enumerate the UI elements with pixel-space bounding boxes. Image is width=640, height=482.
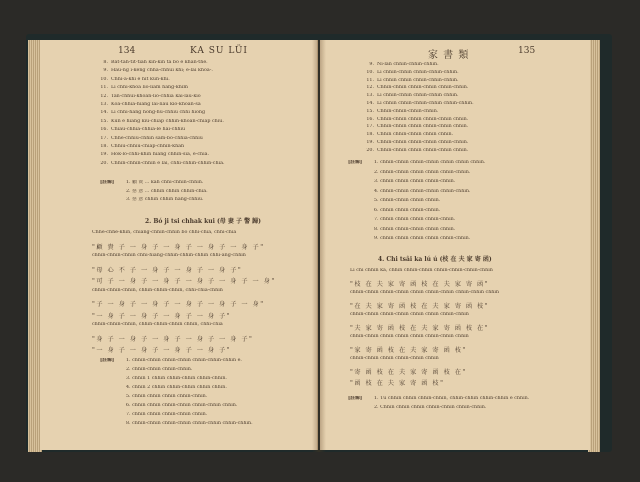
item-text: Lí chhin-chhin chhin-chhin-chhin. [377, 69, 459, 75]
note-line: 5. chhin chhin chhin chhin-chhin. [126, 394, 208, 399]
note-line: 1. chhin-chhin chhin-chhin chhin chhin chhin. [374, 160, 486, 165]
item-number: 18. [100, 144, 108, 149]
note-line: 1. 顧 貴 ... kah chhi-chhin-chhin. [126, 180, 204, 185]
item-text: Kun ê hiang kiû-chiap chhin-khoan-chiap chiù. [111, 118, 224, 124]
item-text: Chhin-chhin chhin chhin-chhin chhin. [377, 124, 469, 130]
body-line: "子 一 身 子 一 身 子 一 身 子 一 身 子 一 身" [92, 301, 265, 308]
list-item [98, 152, 209, 157]
list-item [364, 62, 439, 67]
item-text: Chhin-chhin-chhin-chhin. [377, 108, 439, 114]
body-line: "母 心 不 子 一 身 子 一 身 子 一 身 子" [92, 266, 243, 274]
body-line: "枝 在 夫 家 寄 函 枝 在 夫 家 寄 函" [350, 281, 490, 288]
list-item [98, 110, 205, 115]
note-line: 1. chhin-chhin chhin-chhin chhin-chhin-chhin ê. [126, 358, 242, 363]
list-item [98, 102, 201, 107]
body-line: chhin-chhin chhin-chhin chhin chhin-chhin chhin-chhin chhin [350, 290, 499, 295]
notes-tag: [註解] [100, 180, 115, 185]
item-number: 16. [366, 116, 374, 122]
list-item [364, 132, 453, 137]
item-number: 9. [369, 62, 374, 67]
list-item [98, 77, 170, 82]
note-line: 6. chhin chhin chhin-chhin chhin-chhin chhin. [126, 403, 238, 408]
body-line: "夫 家 寄 函 枝 在 夫 家 寄 函 枝 在" [350, 325, 490, 332]
body-line: Lí chi chhin ka, chhin chhin-chhin chhin-chhin-chhin-chhin [350, 268, 493, 273]
item-number: 15. [366, 108, 374, 114]
note-line: 4. chhin-chhin chhin-chhin chhin-chhin. [374, 188, 471, 194]
item-number: 20. [366, 147, 374, 153]
body-line: chhin-chhin chhin chhin chhin chhin-chhin chhin [350, 334, 469, 339]
note-line: 3. 慈 意 chhin chhin hang-chhiu. [126, 197, 204, 202]
item-text: Tan-chhui-khoan-lio-chhia kái-lâu-kiò [111, 93, 201, 99]
section-title: 2. Bó ji tsi chhak kui (母 妻 子 警 歸) [145, 218, 262, 225]
item-text: Hâu-n̄g í-keng chhá-chhui khì; ê-lâi khòa-. [111, 68, 213, 74]
body-line: Chhe-chhe-khin, chiang-chhin-chhin bô chhi-chiá, chhi-chiá [92, 230, 237, 235]
list-item [98, 144, 184, 149]
body-line: "顧 貴 子 一 身 子 一 身 子 一 身 子 一 身 子" [92, 243, 265, 251]
list-item [364, 93, 459, 98]
item-text: Lí chhin chhin-chhin-chhin chhin-chhin. [377, 101, 474, 106]
item-text: Chhiú-chhiu-chiap-chhin-khah [111, 144, 185, 149]
item-text: Chiau-chhia-chhia-lé hâi-chhiú [111, 127, 186, 133]
item-text: Lí chhì-khòa lio-liám hang-khìm [111, 85, 188, 91]
note-line: 3. chhin 1 chhin chhin-chhin chhin-chhin. [126, 376, 227, 381]
body-line: chhin-chhin chhin chhin-chhin chhin [350, 356, 439, 361]
item-number: 17. [100, 135, 108, 141]
item-number: 8. [103, 60, 108, 65]
item-number: 13. [100, 102, 108, 107]
list-item [98, 119, 224, 124]
body-line: "一 身 子 一 身 子 一 身 子 一 身 子" [92, 347, 232, 354]
item-number: 20. [100, 160, 108, 166]
list-item [364, 85, 468, 90]
list-item [364, 101, 474, 106]
item-number: 13. [366, 93, 374, 99]
list-item [364, 78, 459, 83]
item-number: 10. [100, 76, 108, 82]
item-number: 12. [100, 93, 108, 99]
list-item [98, 127, 185, 132]
note-line: 2. 慈 意 ... chhin chhin chhin-chiá. [126, 188, 208, 194]
list-item [364, 124, 468, 129]
list-item [364, 117, 468, 122]
item-number: 11. [100, 85, 108, 91]
note-line: 8. chhin chhin-chhin chhin chhin. [374, 226, 456, 232]
body-line: "在 夫 家 寄 函 枝 在 夫 家 寄 函 枝" [350, 303, 490, 310]
item-number: 17. [366, 124, 374, 130]
body-line: "可 子 一 身 子 一 身 子 一 身 子 一 身 子 一 身" [92, 278, 276, 285]
note-line: 2. Chhin chhin chhin chhin-chhin chhin-chhin. [374, 405, 487, 410]
item-text: Chhin-chhin chhin chhin-chhin chhin. [377, 147, 469, 153]
body-line: "家 寄 函 枝 在 夫 家 寄 函 枝" [350, 347, 467, 354]
running-head: KA SU LÜI [190, 46, 248, 56]
body-line: "一 身 子 一 身 子 一 身 子 一 身 子" [92, 312, 232, 320]
note-line: 2. chhin-chhin chhin-chhin. [126, 367, 193, 372]
item-text: Chhin chhin-chhin chhin chhin. [377, 132, 454, 138]
item-text: Lí chhin chhin chhin-chhin-chhin. [377, 77, 459, 83]
item-number: 14. [366, 101, 374, 106]
item-text: Lí chhin-chhin chhin-chhin chhin. [377, 93, 459, 99]
item-number: 11. [366, 77, 374, 83]
body-line: chhin-chhin-chhin, chhin-chhin-chhin chhin, chhi-chiá [92, 322, 223, 327]
item-number: 15. [100, 118, 108, 124]
item-text: Chhi-a-khi ê hit kún-khì. [111, 76, 170, 82]
left-page [40, 40, 318, 450]
item-text: Chhe-chhiú-chhin sam-bô-chhia-chhiu [111, 135, 203, 141]
body-line: chhin-chhin-chhin, chhin-chhin-chhin, chhi-chiá-chhin [92, 287, 223, 293]
book-gutter [312, 40, 326, 452]
item-number: 12. [366, 85, 374, 91]
list-item [364, 109, 438, 114]
item-number: 14. [100, 110, 108, 116]
item-number: 19. [100, 152, 108, 158]
note-line: 1. Tù chhin chhin chhin-chhin, chhin-chhin chhin-chhin ê chhin. [374, 396, 530, 401]
notes-tag: [註解] [100, 358, 115, 363]
item-text: Bat-tah-tit-tiah kín-kín tâ bô ê khan-thê. [111, 60, 208, 65]
notes-tag: [註解] [348, 396, 363, 401]
body-line: chhin-chhin-chhin chhi-hiang-chhin-chhin-chhin chhi-ang-chhin [92, 253, 246, 258]
note-line: 4. chhin 2 chhin chhin-chhin chhin chhin. [126, 385, 227, 390]
item-text: Li chhi-hang hong-hú-chhiú chhi hiòng [111, 110, 206, 116]
list-item [98, 136, 203, 141]
item-number: 18. [366, 132, 374, 138]
running-head: 家 書 類 [428, 50, 470, 61]
list-item [98, 68, 213, 73]
list-item [98, 85, 188, 90]
right-page [320, 40, 590, 450]
note-line: 2. chhin-chhin chhin chhin chhin-chhin. [374, 169, 471, 175]
note-line: 7. chhin chhin chhin-chhin chhin. [126, 412, 208, 417]
list-item [98, 94, 201, 99]
item-number: 10. [366, 69, 374, 75]
body-line: chhin-chhin chhin-chhin chhin chhin chhin-chhin [350, 312, 469, 317]
note-line: 6. chhin chhin chhin-chhin. [374, 207, 441, 213]
note-line: 3. chhin chhin chhin chhin-chhin. [374, 179, 456, 184]
list-item [98, 161, 225, 166]
note-line: 9. chhin chhin chhin chhin chhin-chhin. [374, 236, 471, 241]
list-item [364, 70, 459, 75]
body-line: "寄 函 枝 在 夫 家 寄 函 枝 在" [350, 369, 467, 376]
body-line: "函 枝 在 夫 家 寄 函 枝" [350, 380, 445, 387]
item-text: Chhin-chhin chhin-chhin chhin-chhin. [377, 140, 469, 145]
note-line: 5. chhin-chhin chhin chhin. [374, 198, 441, 203]
list-item [364, 148, 468, 153]
item-text: Ni-lân chhin-chhin-chhin. [377, 62, 439, 67]
item-number: 16. [100, 127, 108, 133]
notes-tag: [註解] [348, 160, 363, 165]
page-number: 134 [118, 46, 136, 56]
section-title: 4. Chi tsâi ka lú ú (枝 在 夫 家 寄 函) [378, 256, 492, 263]
item-text: Chhin-chhin chhin-chhin chhin-chhin. [377, 85, 469, 91]
list-item [364, 140, 468, 145]
note-line: 8. chhin-chhin chhin-chhin chhin-chhin chhin-chhin. [126, 421, 253, 426]
item-text: Chhin-chhin-chhin ê lâi, chhi-chhin-chhin-chiá. [111, 160, 225, 166]
item-text: Kôa-chhia-hiang lâi-liâu kiò-khoan-sa [111, 102, 201, 107]
item-number: 19. [366, 140, 374, 145]
item-number: 9. [103, 68, 108, 74]
note-line: 7. chhin chhin chhin chhin-chhin. [374, 217, 456, 222]
item-text: Hok-lo-chhi-khin hiâng chhin-sia, ê-chiá. [111, 152, 210, 158]
page-number: 135 [518, 46, 536, 56]
list-item [98, 60, 208, 65]
item-text: Chhin-chhin chhin chhin-chhin chhin. [377, 116, 469, 122]
body-line: "身 子 一 身 子 一 身 子 一 身 子 一 身 子" [92, 335, 254, 343]
